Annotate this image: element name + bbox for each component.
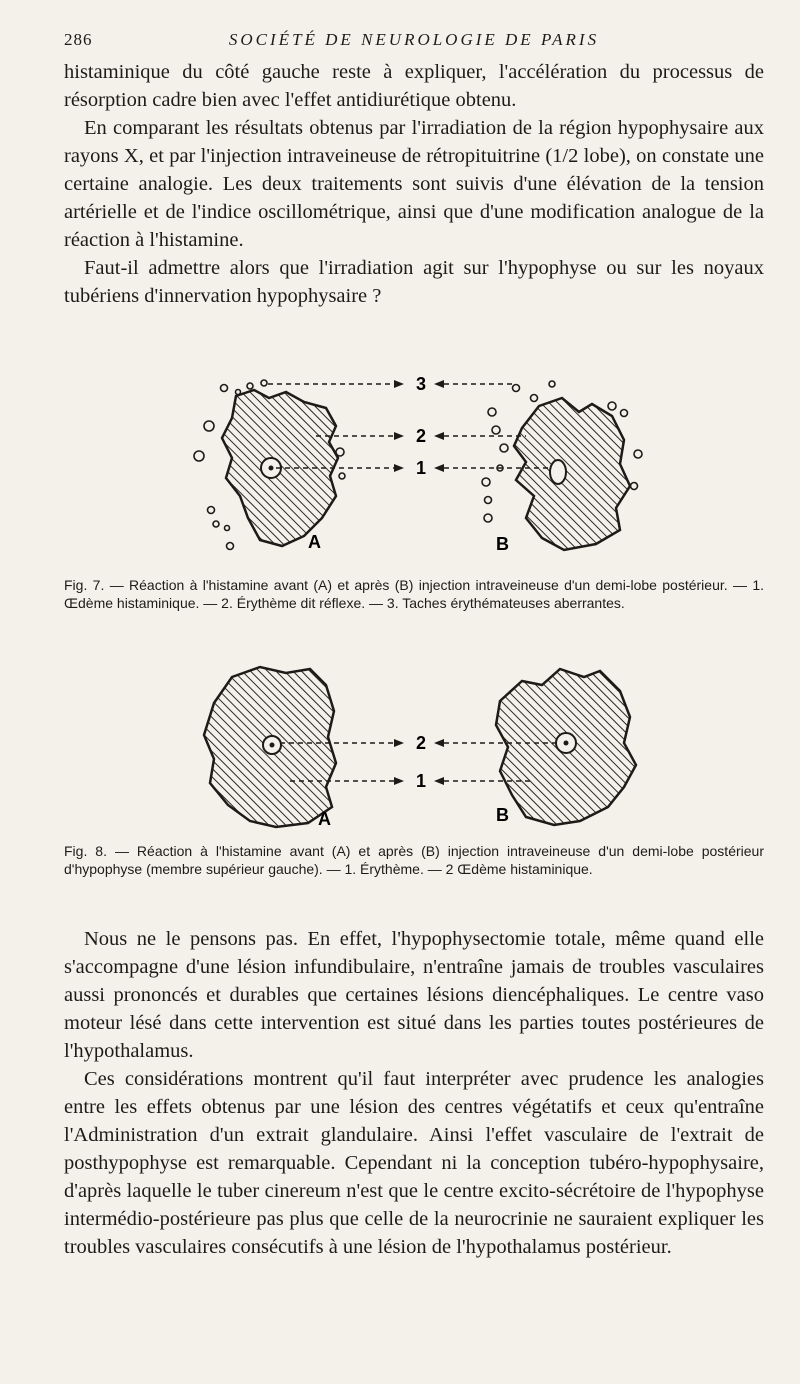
blob-b (514, 398, 630, 550)
figure-7-label-b: B (496, 534, 509, 554)
figure-7-label-a: A (308, 532, 321, 552)
figure-7 (64, 368, 764, 558)
figure-7-number-2: 2 (416, 426, 427, 446)
figure-8 (64, 655, 764, 833)
paragraph: histaminique du côté gauche reste à expliquer, l'accélération du processus de résorption cadre bien avec l'effet antidiurétique obtenu. (64, 61, 764, 111)
figure-8-label-a: A (318, 809, 331, 829)
page-header (64, 30, 764, 54)
figure-7-number-1: 1 (416, 458, 427, 478)
figure-8-number-1: 1 (416, 771, 427, 791)
figure-8-drawing (64, 655, 764, 833)
body-text-top (64, 58, 764, 310)
figure-8-number-2: 2 (416, 733, 427, 753)
figure-8-label-b: B (496, 805, 509, 825)
figure-7-caption: Fig. 7. — Réaction à l'histamine avant (A) et après (B) injection intraveineuse d'un demi-lobe postérieur. — 1. Œdème histaminique. — 2. Érythème dit réflexe. — 3. Taches érythémateuses aberrantes. (64, 577, 764, 611)
figure-7-drawing (64, 368, 764, 558)
paragraph: Ces considérations montrent qu'il faut interpréter avec prudence les analogies entre les effets obtenus par une lésion des centres végétatifs et ceux qu'entraîne l'Administration d'un extrait glandulaire. Ainsi l'effet vasculaire de l'extrait de posthypophyse est remarquable. Cependant ni la conception tubéro-hypophysaire, d'après laquelle le tuber cinereum n'est que le centre excito-sécrétoire de l'hypophyse intermédio-postérieure pas plus que celle de la neurocrinie ne sauraient expliquer les troubles vasculaires consécutifs à une lésion de l'hypothalamus postérieur. (64, 1068, 764, 1258)
body-text-bottom (64, 925, 764, 1261)
paragraph: Nous ne le pensons pas. En effet, l'hypophysectomie totale, même quand elle s'accompagne d'une lésion infundibulaire, n'entraîne jamais de troubles vasculaires aussi prononcés et durables que certaines lésions diencéphaliques. Le centre vaso moteur lésé dans cette intervention est situé dans les parties toutes postérieures de l'hypothalamus. (64, 928, 764, 1062)
running-title: SOCIÉTÉ DE NEUROLOGIE DE PARIS (228, 30, 600, 49)
figure-7-number-3: 3 (416, 374, 427, 394)
page-number: 286 (64, 30, 93, 49)
paragraph: En comparant les résultats obtenus par l'irradiation de la région hypophysaire aux rayons X, et par l'injection intraveineuse de rétropituitrine (1/2 lobe), on constate une certaine analogie. Les deux traitements sont suivis d'une élévation de la tension artérielle et de l'indice oscillométrique, ainsi que d'une modification analogue de la réaction à l'histamine. (64, 117, 764, 251)
figure-8-caption: Fig. 8. — Réaction à l'histamine avant (A) et après (B) injection intraveineuse d'un demi-lobe postérieur d'hypophyse (membre supérieur gauche). — 1. Érythème. — 2 Œdème histaminique. (64, 843, 764, 877)
paragraph: Faut-il admettre alors que l'irradiation agit sur l'hypophyse ou sur les noyaux tubériens d'innervation hypophysaire ? (64, 257, 764, 307)
